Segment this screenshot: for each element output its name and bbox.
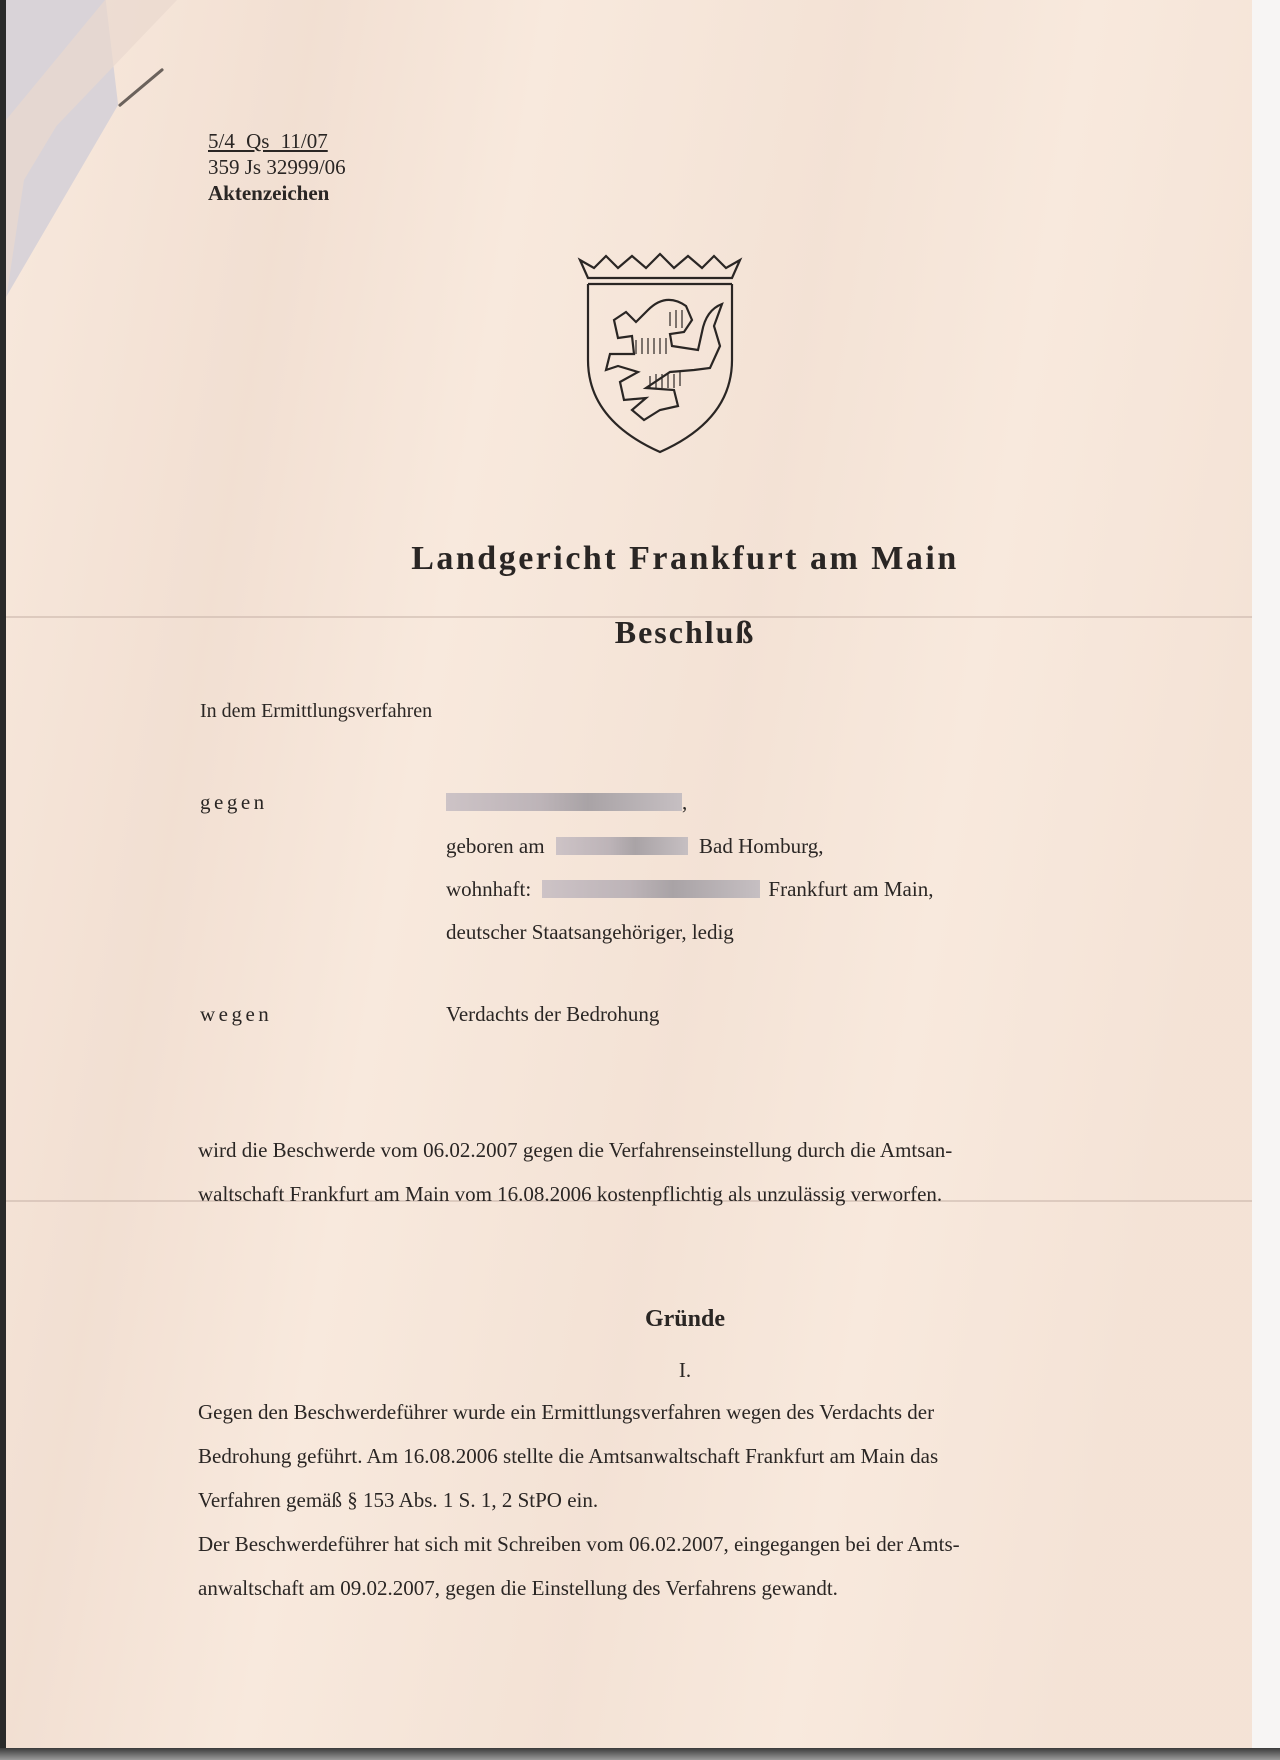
document-type-heading: Beschluß — [614, 614, 756, 650]
file-reference-prosecutor: 359 Js 32999/06 — [208, 155, 346, 179]
regarding-label: wegen — [200, 1002, 273, 1026]
file-reference-block — [208, 128, 346, 206]
reasons-paragraph-1: Gegen den Beschwerdeführer wurde ein Ermittlungsverfahren wegen des Verdachts der Bedrohung geführt. Am 16.08.2006 stellte die Amtsanwaltschaft Frankfurt am Main das Verfahren gemäß § 153 Abs. 1 S. 1, 2 StPO ein. — [198, 1400, 939, 1512]
redacted-name — [446, 793, 682, 811]
file-reference-court: 5/4 Qs 11/07 — [208, 129, 328, 153]
defendant-name: , — [446, 790, 687, 815]
redacted-address — [542, 880, 760, 898]
section-number: I. — [678, 1358, 692, 1382]
court-name-heading: Landgericht Frankfurt am Main — [411, 540, 959, 577]
scanner-margin-right — [1252, 0, 1280, 1750]
reasons-heading: Gründe — [644, 1306, 725, 1332]
residence-line: wohnhaft: Frankfurt am Main, — [446, 877, 934, 901]
scanner-edge-left — [0, 0, 6, 1760]
file-reference-label: Aktenzeichen — [208, 181, 330, 205]
hesse-coat-of-arms-icon — [574, 250, 746, 456]
reasons-paragraph-2: Der Beschwerdeführer hat sich mit Schreiben vom 06.02.2007, eingegangen bei der Amts- anwaltschaft am 09.02.2007, gegen die Einstellung des Verfahrens gewandt. — [198, 1532, 960, 1600]
proceedings-intro: In dem Ermittlungsverfahren — [200, 700, 433, 722]
birth-line: geboren am Bad Homburg, — [446, 834, 824, 858]
ruling-paragraph: wird die Beschwerde vom 06.02.2007 gegen die Verfahrenseinstellung durch die Amtsan- waltschaft Frankfurt am Main vom 16.08.2006 kostenpflichtig als unzulässig verworfen. — [198, 1138, 953, 1206]
redacted-birthdate — [556, 837, 688, 855]
against-label: gegen — [200, 790, 268, 814]
regarding-value: Verdachts der Bedrohung — [446, 1002, 660, 1026]
scanner-edge-bottom — [0, 1748, 1280, 1760]
nationality-line: deutscher Staatsangehöriger, ledig — [446, 920, 734, 944]
